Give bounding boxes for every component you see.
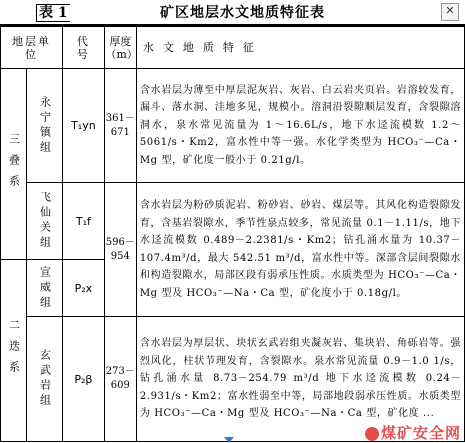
system-cell-1 xyxy=(1,69,27,260)
description-cell: 含水岩层为薄至中厚层泥灰岩、灰岩、白云岩夹页岩。岩溶较发育，漏斗、落水洞、洼地多见，规模小。溶洞沿裂隙顺层发育，含裂隙溶洞水，泉水常见流量为 1～16.6L/s，地下水迳流模数 1.2～5061/s・Km2，富水性中等一强。水化学类型为 HCO₃⁻—Ca・Mg 型，矿化度一般小于 0.21g/l。 xyxy=(136,69,464,183)
group-label: 永宁镇组 xyxy=(38,95,52,156)
table-caption xyxy=(36,2,72,22)
thickness-cell: 273－609 xyxy=(104,317,136,442)
header-description xyxy=(136,27,464,69)
system-cell-2 xyxy=(1,260,27,442)
watermark-logo xyxy=(365,422,461,443)
table-title: 矿区地层水文地质特征表 xyxy=(160,5,325,21)
close-icon[interactable]: ✕ xyxy=(441,3,459,21)
header-row xyxy=(1,27,465,69)
group-cell xyxy=(26,69,62,183)
group-label: 玄武岩组 xyxy=(38,349,52,409)
caption-label: 表 1 xyxy=(36,4,70,22)
code-cell: T₁yn xyxy=(62,69,104,183)
group-cell xyxy=(26,260,62,317)
group-label: 宣威组 xyxy=(38,265,52,311)
watermark-icon xyxy=(365,427,379,441)
system-label-1: 三叠系 xyxy=(7,132,21,196)
header-unit-label: 地层单位 xyxy=(11,34,51,61)
header-code-label: 代号 xyxy=(76,34,90,61)
header-code xyxy=(62,27,104,69)
system-label-2: 二迭系 xyxy=(7,319,21,382)
header-thickness-label: 厚度（m） xyxy=(105,34,138,61)
description-cell: 含水岩层为粉砂质泥岩、粉砂岩、砂岩、煤层等。其风化构造裂隙发育，含基岩裂隙水，季节性泉点较多，常见流量 0.1－1.11/s，地下水迳流模数 0.489－2.2381/s・Km2；钻孔涌水量为 10.37－107.4m³/d，最大 542.51 m³/d，富水性中等。深部含层间裂隙水和构造裂隙水，局部区段有弱承压性质。水质类型为 HCO₃⁻—Ca・Mg 型及 HCO₃⁻—Na・Ca 型，矿化度小于 0.18g/l。 xyxy=(136,183,464,317)
table-row xyxy=(1,69,465,183)
group-label: 飞仙关组 xyxy=(38,191,52,251)
scroll-down-icon[interactable] xyxy=(224,437,234,443)
thickness-cell: 361－671 xyxy=(104,69,136,183)
title-row xyxy=(0,0,465,26)
table-row xyxy=(1,183,465,260)
header-description-label: 水文地质特征 xyxy=(142,41,263,54)
watermark-text: 煤矿安全网 xyxy=(380,424,461,442)
code-cell: P₂β xyxy=(62,317,104,442)
description-cell: 含水岩层为厚层状、块状玄武岩组夹凝灰岩、集块岩、角砾岩等。强烈风化，柱状节理发育，含裂隙水。泉水常见流量 0.9－1.0 1/s，钻孔涌水量 8.73－254.79 m³/d 地下水迳流模数 0.24－2.931/s・Km2；富水性弱至中等，局部地段弱承压性质。水质类型为 HCO₃⁻—Ca・Mg 型及 HCO₃⁻—Na・Ca 型，矿化度 ... xyxy=(136,317,464,442)
code-cell: T₁f xyxy=(62,183,104,260)
thickness-cell: 596－954 xyxy=(104,183,136,317)
code-cell: P₂x xyxy=(62,260,104,317)
header-unit xyxy=(1,27,63,69)
group-cell xyxy=(26,183,62,260)
header-thickness xyxy=(104,27,136,69)
group-cell xyxy=(26,317,62,442)
hydro-table xyxy=(0,26,465,442)
